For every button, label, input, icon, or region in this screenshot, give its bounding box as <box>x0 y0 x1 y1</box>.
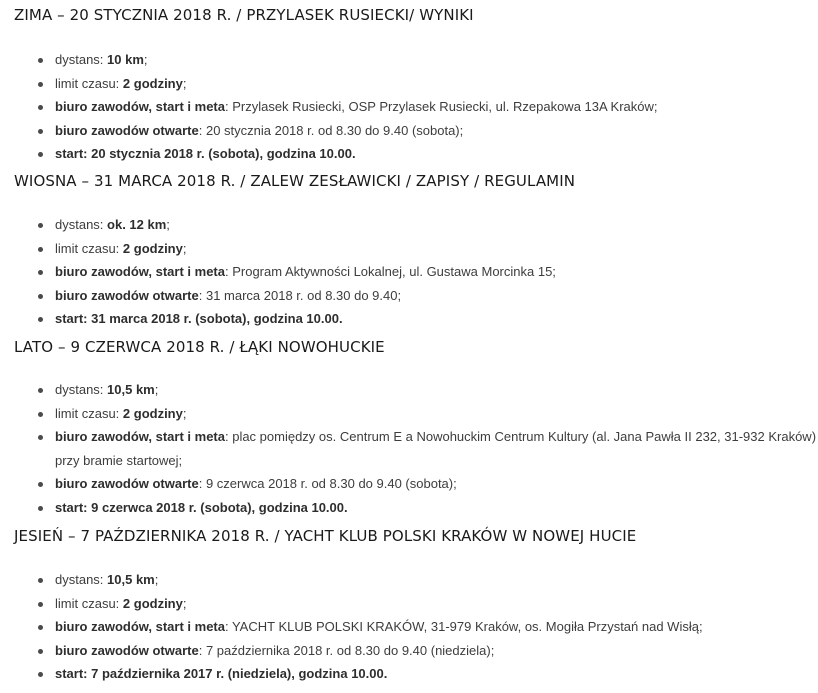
list-item-office-hours: biuro zawodów otwarte: 20 stycznia 2018 r. od 8.30 do 9.40 (sobota); <box>0 119 658 143</box>
signup-link[interactable]: ZAPISY <box>415 172 470 190</box>
list-item-start: start: 20 stycznia 2018 r. (sobota), godzina 10.00. <box>0 142 658 166</box>
list-item-time-limit: limit czasu: 2 godziny; <box>0 592 703 616</box>
list-item-distance: dystans: ok. 12 km; <box>0 213 556 237</box>
section-heading: WIOSNA – 31 MARCA 2018 R. / ZALEW ZESŁAWICKI / ZAPISY / REGULAMIN <box>14 172 576 190</box>
list-item-race-office: biuro zawodów, start i meta: Program Aktywności Lokalnej, ul. Gustawa Morcinka 15; <box>0 260 556 284</box>
heading-text: LATO – 9 CZERWCA 2018 R. / ŁĄKI NOWOHUCKIE <box>14 338 385 356</box>
details-list <box>0 48 658 166</box>
results-link[interactable]: WYNIKI <box>419 6 474 24</box>
heading-text: JESIEŃ – 7 PAŹDZIERNIKA 2018 R. / YACHT KLUB POLSKI KRAKÓW W NOWEJ HUCIE <box>14 527 637 545</box>
rules-link[interactable]: REGULAMIN <box>484 172 576 190</box>
list-item-start: start: 7 października 2017 r. (niedziela), godzina 10.00. <box>0 662 703 686</box>
section-heading <box>14 6 474 24</box>
list-item-time-limit: limit czasu: 2 godziny; <box>0 72 658 96</box>
details-list <box>0 213 556 331</box>
heading-text: ZIMA – 20 STYCZNIA 2018 R. / PRZYLASEK RUSIECKI/ <box>14 6 420 24</box>
list-item-race-office: biuro zawodów, start i meta: plac pomiędzy os. Centrum E a Nowohuckim Centrum Kultury (al. Jana Pawła II 232, 31-932 Kraków) przy bramie startowej; <box>0 425 816 472</box>
details-list <box>0 568 703 686</box>
section-heading <box>14 527 636 545</box>
list-item-distance: dystans: 10 km; <box>0 48 658 72</box>
list-item-office-hours: biuro zawodów otwarte: 7 października 2018 r. od 8.30 do 9.40 (niedziela); <box>0 639 703 663</box>
list-item-distance: dystans: 10,5 km; <box>0 378 816 402</box>
list-item-start: start: 31 marca 2018 r. (sobota), godzina 10.00. <box>0 307 556 331</box>
list-item-time-limit: limit czasu: 2 godziny; <box>0 402 816 426</box>
section-heading <box>14 338 385 356</box>
list-item-time-limit: limit czasu: 2 godziny; <box>0 237 556 261</box>
list-item-distance: dystans: 10,5 km; <box>0 568 703 592</box>
heading-text: WIOSNA – 31 MARCA 2018 R. / ZALEW ZESŁAWICKI / <box>14 172 416 190</box>
list-item-race-office: biuro zawodów, start i meta: Przylasek Rusiecki, OSP Przylasek Rusiecki, ul. Rzepakowa 13A Kraków; <box>0 95 658 119</box>
list-item-start: start: 9 czerwca 2018 r. (sobota), godzina 10.00. <box>0 496 816 520</box>
list-item-office-hours: biuro zawodów otwarte: 9 czerwca 2018 r. od 8.30 do 9.40 (sobota); <box>0 472 816 496</box>
details-list <box>0 378 816 519</box>
list-item-race-office: biuro zawodów, start i meta: YACHT KLUB POLSKI KRAKÓW, 31-979 Kraków, os. Mogiła Przystań nad Wisłą; <box>0 615 703 639</box>
list-item-office-hours: biuro zawodów otwarte: 31 marca 2018 r. od 8.30 do 9.40; <box>0 284 556 308</box>
